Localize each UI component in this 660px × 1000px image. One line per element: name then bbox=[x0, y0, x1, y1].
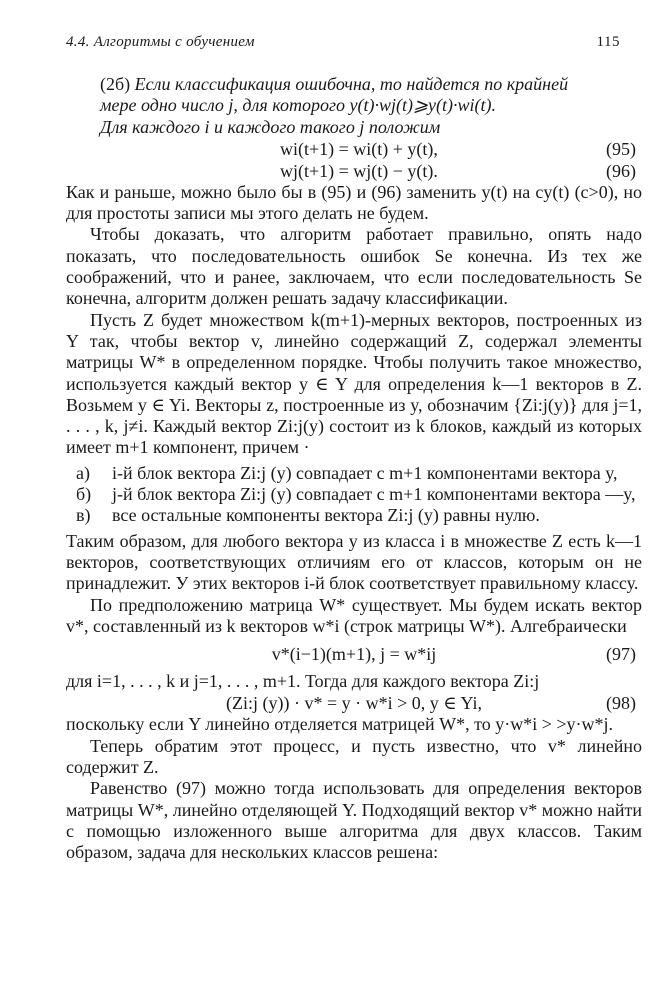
paragraph-4: Таким образом, для любого вектора y из класса i в множестве Z есть k—1 векторов, соответствующих отличиям его от классов, которым он не принадлежит. У этих векторов i-й блок соответствует правильному классу. bbox=[66, 530, 642, 594]
page-header bbox=[66, 34, 620, 51]
equation-97 bbox=[66, 643, 642, 665]
equation-97-formula: v*(i−1)(m+1), j = w*ij bbox=[271, 644, 437, 665]
step-label: (2б) bbox=[100, 74, 131, 94]
list-item bbox=[66, 484, 642, 505]
step-line-1: Если классификация ошибочна, то найдется по крайней bbox=[134, 74, 569, 94]
equation-97-number: (97) bbox=[606, 644, 636, 665]
equation-96-number: (96) bbox=[606, 160, 636, 181]
list-item-label: б) bbox=[76, 484, 92, 505]
equation-95-formula: wi(t+1) = wi(t) + y(t), bbox=[280, 138, 438, 159]
list-item-label: а) bbox=[76, 462, 90, 483]
page-number: 115 bbox=[596, 34, 620, 50]
equation-95-number: (95) bbox=[606, 138, 636, 159]
list-item bbox=[66, 463, 642, 484]
equation-98 bbox=[66, 692, 642, 714]
paragraph-8: Теперь обратим этот процесс, и пусть известно, что v* линейно содержит Z. bbox=[66, 735, 642, 778]
paragraph-1: Как и раньше, можно было бы в (95) и (96) заменить y(t) на cy(t) (c>0), но для простоты записи мы этого делать не будем. bbox=[66, 181, 642, 224]
list-item-label: в) bbox=[76, 505, 91, 526]
block-list bbox=[66, 463, 642, 527]
equation-96 bbox=[66, 160, 642, 182]
equation-98-number: (98) bbox=[606, 693, 636, 714]
paragraph-6: для i=1, . . . , k и j=1, . . . , m+1. Тогда для каждого вектора Zi:j bbox=[66, 671, 540, 692]
paragraph-2: Чтобы доказать, что алгоритм работает правильно, опять надо показать, что последовательность ошибок Se конечна. Из тех же соображений, что и ранее, заключаем, что если последовательность Se конечна, алгоритм должен решать задачу классификации. bbox=[66, 224, 642, 309]
paragraph-7: поскольку если Y линейно отделяется матрицей W*, то y·w*i > >y·w*j. bbox=[66, 714, 614, 735]
algorithm-step-2b bbox=[100, 74, 642, 138]
paragraph-3: Пусть Z будет множеством k(m+1)-мерных векторов, построенных из Y так, чтобы вектор v, линейно содержащий Z, содержал элементы матрицы W* в определенном порядке. Чтобы получить такое множество, используется каждый вектор y ∈ Y для определения k—1 векторов в Z. Возьмем y ∈ Yi. Векторы z, построенные из y, обозначим {Zi:j(y)} для j=1, . . . , k, j≠i. Каждый вектор Zi:j(y) состоит из k блоков, каждый из которых имеет m+1 компонент, причем · bbox=[66, 309, 642, 458]
page-body bbox=[66, 74, 642, 864]
step-line-3: Для каждого i и каждого такого j положим bbox=[100, 116, 441, 137]
step-line-2: мере одно число j, для которого y(t)·wj(t)⩾y(t)·wi(t). bbox=[100, 95, 497, 116]
equation-95 bbox=[66, 138, 642, 160]
equation-98-formula: (Zi:j (y)) · v* = y · w*i > 0, y ∈ Yi, bbox=[226, 693, 482, 714]
paragraph-9: Равенство (97) можно тогда использовать для определения векторов матрицы W*, линейно отделяющей Y. Подходящий вектор v* можно найти с помощью изложенного выше алгоритма для двух классов. Таким образом, задача для нескольких классов решена: bbox=[66, 778, 642, 863]
list-item-text: все остальные компоненты вектора Zi:j (y) равны нулю. bbox=[112, 505, 540, 526]
equation-96-formula: wj(t+1) = wj(t) − y(t). bbox=[280, 160, 438, 181]
paragraph-5: По предположению матрица W* существует. Мы будем искать вектор v*, составленный из k векторов w*i (строк матрицы W*). Алгебраически bbox=[66, 594, 642, 636]
list-item-text: j-й блок вектора Zi:j (y) совпадает с m+1 компонентами вектора —y, bbox=[112, 484, 636, 505]
list-item-text: i-й блок вектора Zi:j (y) совпадает с m+1 компонентами вектора y, bbox=[112, 462, 618, 483]
running-head: 4.4. Алгоритмы с обучением bbox=[66, 34, 255, 50]
list-item bbox=[66, 505, 642, 526]
